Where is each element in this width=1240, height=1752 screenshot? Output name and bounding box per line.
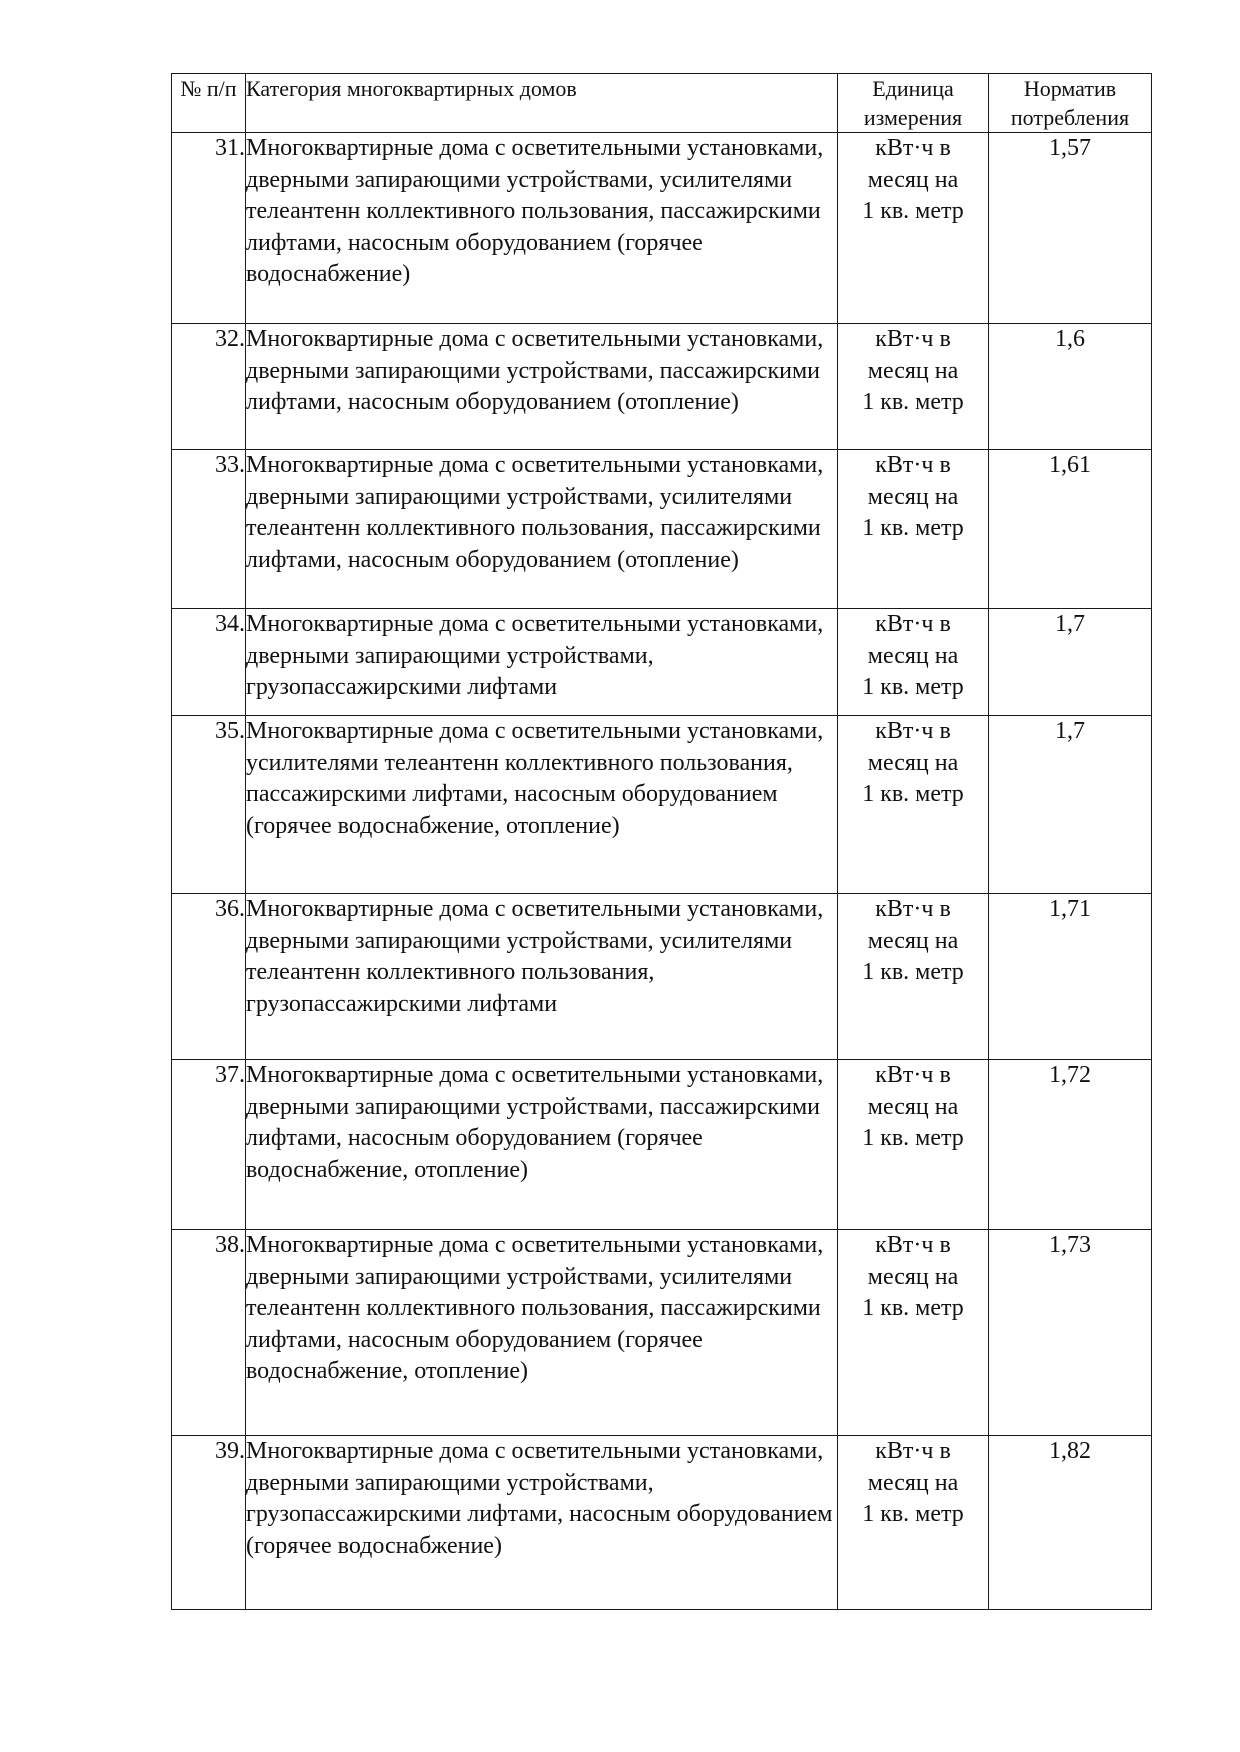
row-category: Многоквартирные дома с осветительными установками, дверными запирающими устройствами, пассажирскими лифтами, насосным оборудованием (горячее водоснабжение, отопление) [246, 1060, 838, 1230]
unit-line: месяц на [867, 1093, 959, 1120]
table-row [172, 1060, 1152, 1230]
row-number: 39. [172, 1436, 246, 1610]
table-row [172, 1436, 1152, 1610]
unit-line: месяц на [867, 1469, 959, 1496]
row-number: 34. [172, 609, 246, 716]
unit-line: 1 кв. метр [862, 198, 964, 224]
row-norm-value: 1,72 [989, 1060, 1152, 1230]
unit-line: кВт·ч в [875, 135, 951, 161]
header-num: № п/п [172, 74, 246, 133]
row-unit [838, 1436, 989, 1610]
table-row [172, 1230, 1152, 1436]
row-number: 37. [172, 1060, 246, 1230]
unit-line: 1 кв. метр [862, 389, 964, 415]
row-norm-value: 1,57 [989, 133, 1152, 324]
table-row [172, 894, 1152, 1060]
unit-line: 1 кв. метр [862, 1501, 964, 1527]
row-unit [838, 133, 989, 324]
header-unit: Единица измерения [838, 74, 989, 133]
table-row [172, 133, 1152, 324]
row-unit [838, 1230, 989, 1436]
table-row [172, 609, 1152, 716]
row-norm-value: 1,7 [989, 716, 1152, 894]
unit-line: кВт·ч в [875, 452, 951, 478]
unit-line: месяц на [867, 483, 959, 510]
row-unit [838, 609, 989, 716]
row-category: Многоквартирные дома с осветительными установками, дверными запирающими устройствами, пассажирскими лифтами, насосным оборудованием (отопление) [246, 324, 838, 450]
row-number: 31. [172, 133, 246, 324]
row-norm-value: 1,61 [989, 450, 1152, 609]
table-header-row [172, 74, 1152, 133]
row-category: Многоквартирные дома с осветительными установками, дверными запирающими устройствами, грузопассажирскими лифтами, насосным оборудованием (горячее водоснабжение) [246, 1436, 838, 1610]
header-category: Категория многоквартирных домов [246, 74, 838, 133]
row-number: 35. [172, 716, 246, 894]
unit-line: месяц на [867, 749, 959, 776]
unit-line: кВт·ч в [875, 1438, 951, 1464]
unit-line: 1 кв. метр [862, 959, 964, 985]
row-number: 38. [172, 1230, 246, 1436]
unit-line: месяц на [867, 642, 959, 669]
table-body [172, 133, 1152, 1610]
table-row [172, 324, 1152, 450]
row-category: Многоквартирные дома с осветительными установками, дверными запирающими устройствами, грузопассажирскими лифтами [246, 609, 838, 716]
row-category: Многоквартирные дома с осветительными установками, дверными запирающими устройствами, усилителями телеантенн коллективного пользования, пассажирскими лифтами, насосным оборудованием (горячее водоснабжение, отопление) [246, 1230, 838, 1436]
unit-line: 1 кв. метр [862, 781, 964, 807]
row-unit [838, 1060, 989, 1230]
unit-line: 1 кв. метр [862, 1295, 964, 1321]
row-norm-value: 1,7 [989, 609, 1152, 716]
row-number: 32. [172, 324, 246, 450]
row-number: 36. [172, 894, 246, 1060]
row-category: Многоквартирные дома с осветительными установками, дверными запирающими устройствами, усилителями телеантенн коллективного пользования, пассажирскими лифтами, насосным оборудованием (отопление) [246, 450, 838, 609]
row-norm-value: 1,6 [989, 324, 1152, 450]
row-unit [838, 894, 989, 1060]
row-category: Многоквартирные дома с осветительными установками, дверными запирающими устройствами, усилителями телеантенн коллективного пользования, пассажирскими лифтами, насосным оборудованием (горячее водоснабжение) [246, 133, 838, 324]
unit-line: 1 кв. метр [862, 515, 964, 541]
row-unit [838, 324, 989, 450]
header-norm: Норматив потребления [989, 74, 1152, 133]
row-norm-value: 1,71 [989, 894, 1152, 1060]
unit-line: 1 кв. метр [862, 1125, 964, 1151]
unit-line: 1 кв. метр [862, 674, 964, 700]
unit-line: кВт·ч в [875, 611, 951, 637]
row-category: Многоквартирные дома с осветительными установками, дверными запирающими устройствами, усилителями телеантенн коллективного пользования, грузопассажирскими лифтами [246, 894, 838, 1060]
unit-line: кВт·ч в [875, 1062, 951, 1088]
unit-line: кВт·ч в [875, 326, 951, 352]
row-unit [838, 716, 989, 894]
row-unit [838, 450, 989, 609]
unit-line: кВт·ч в [875, 718, 951, 744]
row-norm-value: 1,73 [989, 1230, 1152, 1436]
table-row [172, 716, 1152, 894]
unit-line: месяц на [867, 357, 959, 384]
row-category: Многоквартирные дома с осветительными установками, усилителями телеантенн коллективного пользования, пассажирскими лифтами, насосным оборудованием (горячее водоснабжение, отопление) [246, 716, 838, 894]
row-norm-value: 1,82 [989, 1436, 1152, 1610]
consumption-norms-table [171, 73, 1152, 1610]
unit-line: кВт·ч в [875, 896, 951, 922]
unit-line: месяц на [867, 927, 959, 954]
row-number: 33. [172, 450, 246, 609]
table-row [172, 450, 1152, 609]
unit-line: месяц на [867, 1263, 959, 1290]
unit-line: кВт·ч в [875, 1232, 951, 1258]
unit-line: месяц на [867, 166, 959, 193]
